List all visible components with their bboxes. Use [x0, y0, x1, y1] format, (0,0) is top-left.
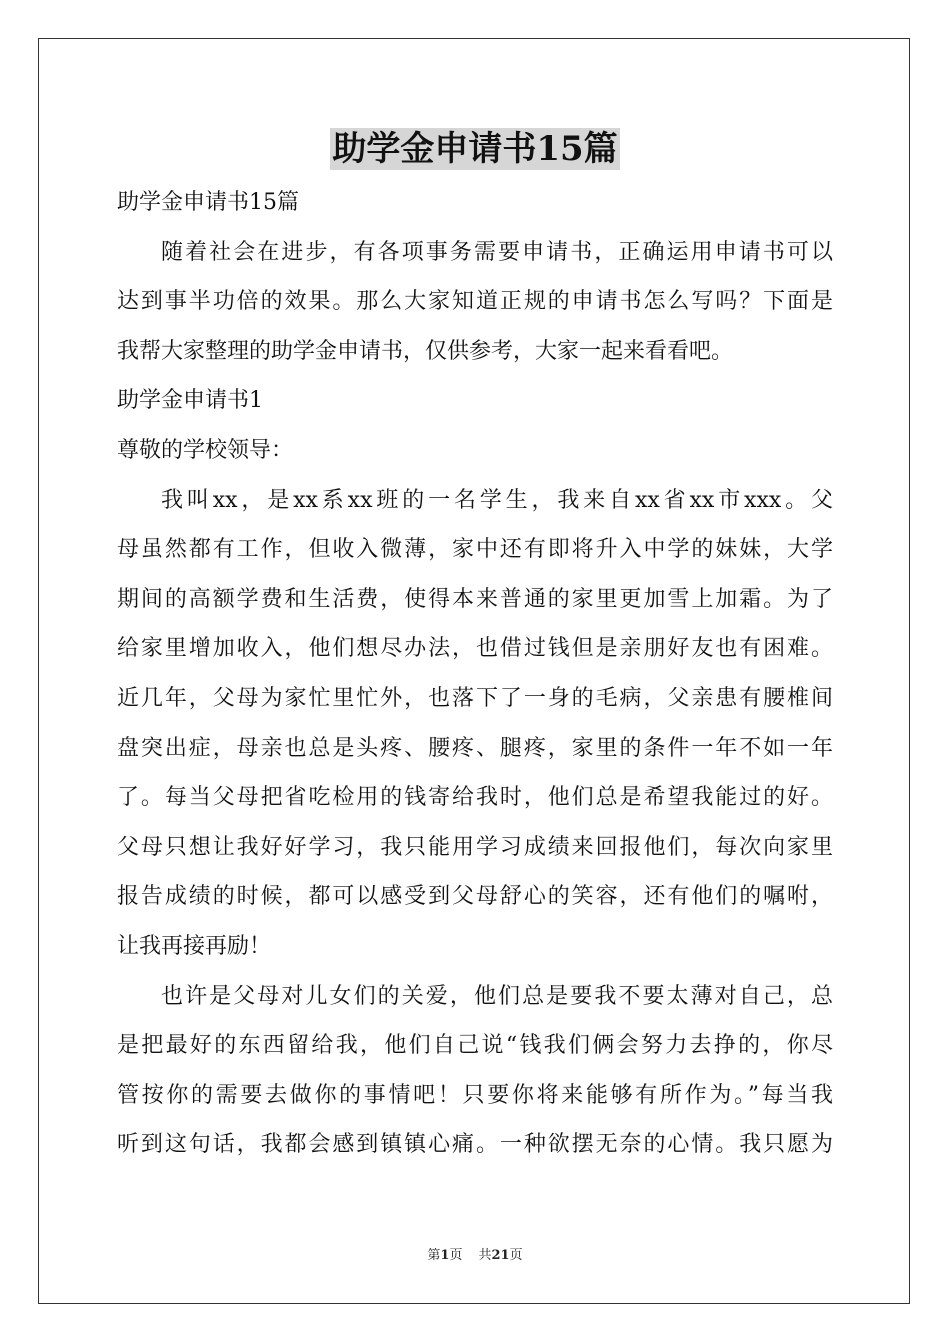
document-title: 助学金申请书15篇 — [332, 129, 618, 169]
text-line: 了。每当父母把省吃检用的钱寄给我时，他们总是希望我能过的好。 — [117, 785, 833, 811]
text-line: 盘突出症，母亲也总是头疼、腰疼、腿疼，家里的条件一年不如一年 — [117, 735, 833, 761]
text-line: 报告成绩的时候，都可以感受到父母舒心的笑容，还有他们的嘱咐， — [117, 884, 833, 910]
title-container — [0, 128, 950, 170]
text-line: 达到事半功倍的效果。那么大家知道正规的申请书怎么写吗？下面是 — [117, 289, 833, 315]
page-footer — [0, 1246, 950, 1266]
text-line: 我叫xx，是xx系xx班的一名学生，我来自xx省xx市xxx。父 — [161, 487, 833, 513]
page-prefix: 第 — [427, 1248, 441, 1263]
text-line: 给家里增加收入，他们想尽办法，也借过钱但是亲朋好友也有困难。 — [117, 636, 833, 662]
text-line: 是把最好的东西留给我，他们自己说“钱我们俩会努力去挣的，你尽 — [117, 1033, 833, 1059]
text-line: 也许是父母对儿女们的关爱，他们总是要我不要太薄对自己，总 — [161, 983, 833, 1009]
text-line: 父母只想让我好好学习，我只能用学习成绩来回报他们，每次向家里 — [117, 834, 833, 860]
total-pages: 21 — [491, 1248, 510, 1263]
text-line: 随着社会在进步，有各项事务需要申请书，正确运用申请书可以 — [161, 239, 833, 265]
page-suffix: 页 — [449, 1248, 463, 1263]
text-line: 期间的高额学费和生活费，使得本来普通的家里更加雪上加霜。为了 — [117, 586, 833, 612]
document-body — [117, 178, 833, 1170]
total-suffix: 页 — [509, 1248, 523, 1263]
text-line: 管按你的需要去做你的事情吧！只要你将来能够有所作为。”每当我 — [117, 1082, 833, 1108]
text-line: 助学金申请书15篇 — [117, 190, 299, 215]
page-number: 1 — [440, 1248, 450, 1263]
text-line: 助学金申请书1 — [117, 388, 263, 414]
text-line: 让我再接再励！ — [117, 933, 272, 959]
text-line: 听到这句话，我都会感到镇镇心痛。一种欲摆无奈的心情。我只愿为 — [117, 1132, 833, 1158]
text-line: 我帮大家整理的助学金申请书，仅供参考，大家一起来看看吧。 — [117, 338, 734, 364]
total-prefix: 共 — [478, 1248, 492, 1263]
text-line: 尊敬的学校领导： — [117, 437, 294, 463]
text-line: 近几年，父母为家忙里忙外，也落下了一身的毛病，父亲患有腰椎间 — [117, 685, 833, 711]
text-line: 母虽然都有工作，但收入微薄，家中还有即将升入中学的妹妹，大学 — [117, 537, 833, 563]
